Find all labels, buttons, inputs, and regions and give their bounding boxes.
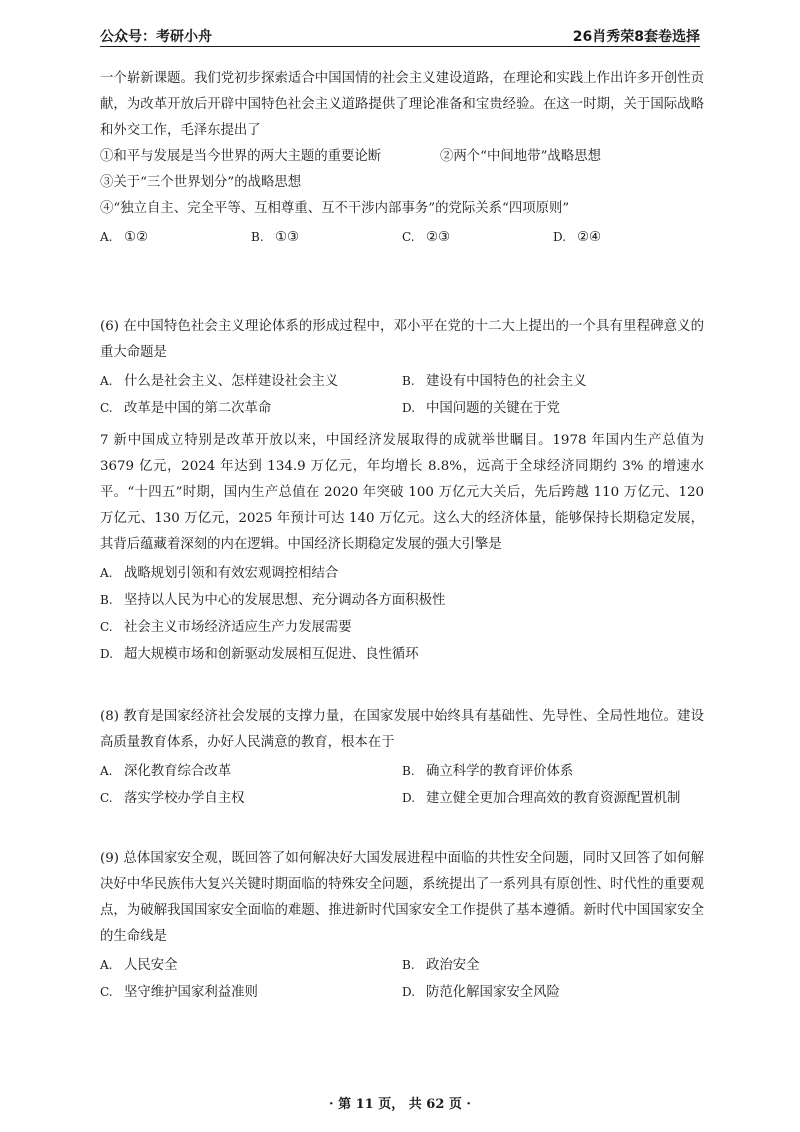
option-b[interactable]: B. 坚持以人民为中心的发展思想、充分调动各方面积极性	[100, 593, 446, 608]
page-number: · 第 11 页， 共 62 页 ·	[329, 1097, 471, 1112]
options-row	[100, 785, 704, 812]
statement-item: ④“独立自主、完全平等、互相尊重、互不干涉内部事务”的党际关系“四项原则”	[100, 201, 570, 216]
question-stem: (8) 教育是国家经济社会发展的支撑力量，在国家发展中始终具有基础性、先导性、全局性地位。建设高质量教育体系，办好人民满意的教育，根本在于	[100, 709, 704, 750]
header-title: 26肖秀荣8套卷选择	[572, 29, 700, 45]
statement-item: ③关于“三个世界划分”的战略思想	[100, 175, 302, 190]
question-5	[100, 66, 704, 251]
statement-item: ①和平与发展是当今世界的两大主题的重要论断	[100, 149, 382, 164]
header-source: 公众号：考研小舟	[100, 29, 212, 45]
question-6	[100, 314, 704, 422]
question-8	[100, 704, 704, 812]
question-7	[100, 428, 704, 668]
option-d[interactable]: D. 防范化解国家安全风险	[402, 985, 560, 1000]
options-row	[100, 979, 704, 1006]
options-row	[100, 368, 704, 395]
option-a[interactable]: A. 人民安全	[100, 958, 178, 973]
option-c[interactable]: C. 落实学校办学自主权	[100, 791, 245, 806]
option-d[interactable]: D. 中国问题的关键在于党	[402, 401, 560, 416]
options-row	[100, 952, 704, 979]
option-a[interactable]: A. 战略规划引领和有效宏观调控相结合	[100, 566, 339, 581]
question-stem: 7 新中国成立特别是改革开放以来，中国经济发展取得的成就举世瞩目。1978 年国内生产总值为 3679 亿元，2024 年达到 134.9 万亿元，年均增长 8.8%，远高于全球经济同期约 3% 的增速水平。“十四五”时期，国内生产总值在 2020 年突破 100 万亿元大关后，先后跨越 110 万亿元、120 万亿元、130 万亿元，2025 年预计可达 140 万亿元。这么大的经济体量，能够保持长期稳定发展，其背后蕴藏着深刻的内在逻辑。中国经济长期稳定发展的强大引擎是	[100, 433, 704, 552]
options-row	[100, 395, 704, 422]
option-d[interactable]: D. 超大规模市场和创新驱动发展相互促进、良性循环	[100, 647, 419, 662]
options-row	[100, 224, 704, 251]
question-stem: (9) 总体国家安全观，既回答了如何解决好大国发展进程中面临的共性安全问题，同时又回答了如何解决好中华民族伟大复兴关键时期面临的特殊安全问题，系统提出了一系列具有原创性、时代性的重要观点，为破解我国国家安全面临的难题、推进新时代国家安全工作提供了基本遵循。新时代中国国家安全的生命线是	[100, 851, 704, 944]
question-9	[100, 846, 704, 1006]
option-c[interactable]: C. 改革是中国的第二次革命	[100, 401, 272, 416]
question-stem: 一个崭新课题。我们党初步探索适合中国国情的社会主义建设道路，在理论和实践上作出许多开创性贡献，为改革开放后开辟中国特色社会主义道路提供了理论准备和宝贵经验。在这一时期，关于国际战略和外交工作，毛泽东提出了	[100, 71, 704, 138]
options-row	[100, 758, 704, 785]
option-d[interactable]: D. 建立健全更加合理高效的教育资源配置机制	[402, 791, 681, 806]
option-b[interactable]: B. 政治安全	[402, 958, 480, 973]
option-a[interactable]: A. 什么是社会主义、怎样建设社会主义	[100, 374, 339, 389]
option-c[interactable]: C. 坚守维护国家利益准则	[100, 985, 258, 1000]
page-header	[100, 22, 700, 47]
option-b[interactable]: B. ①③	[251, 230, 300, 245]
option-b[interactable]: B. 建设有中国特色的社会主义	[402, 374, 587, 389]
option-a[interactable]: A. ①②	[100, 230, 149, 245]
option-a[interactable]: A. 深化教育综合改革	[100, 764, 232, 779]
question-stem: (6) 在中国特色社会主义理论体系的形成过程中，邓小平在党的十二大上提出的一个具有里程碑意义的重大命题是	[100, 319, 704, 360]
option-d[interactable]: D. ②④	[553, 230, 602, 245]
option-c[interactable]: C. ②③	[402, 230, 451, 245]
statement-item: ②两个“中间地带”战略思想	[440, 149, 601, 164]
option-c[interactable]: C. 社会主义市场经济适应生产力发展需要	[100, 620, 352, 635]
statement-row	[100, 144, 704, 170]
option-b[interactable]: B. 确立科学的教育评价体系	[402, 764, 574, 779]
